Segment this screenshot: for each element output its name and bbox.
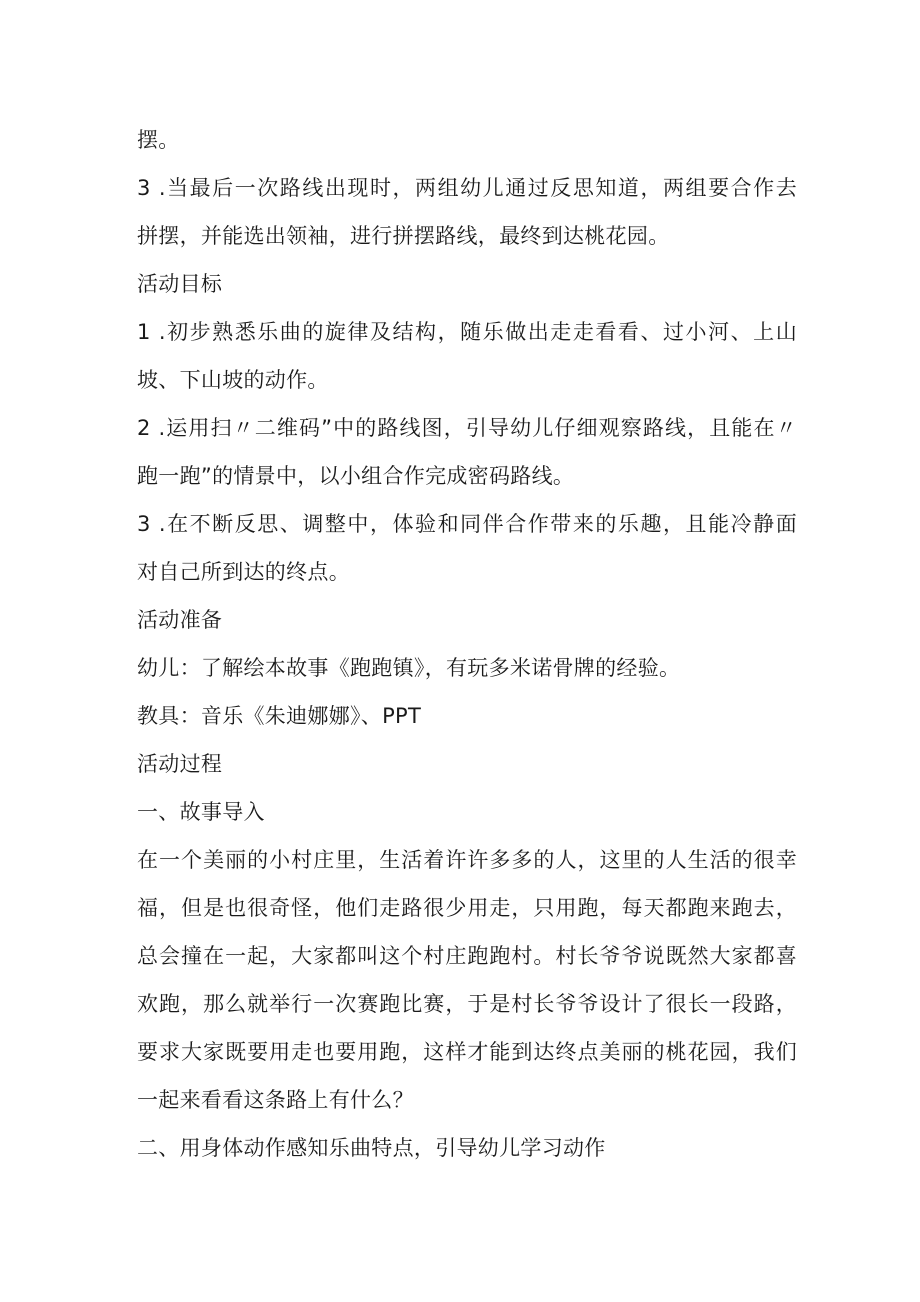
list-item-text: 3 .在不断反思、调整中，体验和同伴合作带来的乐趣，且能冷静面	[137, 512, 797, 536]
paragraph-line: 福，但是也很奇怪，他们走路很少用走，只用跑，每天都跑来跑去，	[137, 896, 797, 920]
paragraph-line: 一起来看看这条路上有什么？	[137, 1088, 414, 1112]
paragraph-line: 欢跑，那么就举行一次赛跑比赛，于是村长爷爷设计了很长一段路，	[137, 992, 797, 1016]
list-item-text: 1 .初步熟悉乐曲的旋律及结构，随乐做出走走看看、过小河、上山	[137, 320, 797, 344]
text-line: 摆。	[137, 128, 180, 152]
text-line: 对自己所到达的终点。	[137, 560, 350, 584]
section-heading: 活动过程	[137, 752, 223, 776]
list-item-text: 3 .当最后一次路线出现时，两组幼儿通过反思知道，两组要合作去	[137, 176, 797, 200]
text-line: 幼儿：了解绘本故事《跑跑镇》，有玩多米诺骨牌的经验。	[137, 656, 681, 680]
text-line: 拼摆，并能选出领袖，进行拼摆路线，最终到达桃花园。	[137, 224, 670, 248]
text-line: 跑一跑”的情景中，以小组合作完成密码路线。	[137, 464, 575, 488]
text-line: 坡、下山坡的动作。	[137, 368, 329, 392]
section-heading: 活动目标	[137, 272, 223, 296]
text-line: 教具：音乐《朱迪娜娜》、PPT	[137, 704, 422, 728]
section-heading: 活动准备	[137, 608, 223, 632]
subsection-heading: 一、故事导入	[137, 800, 265, 824]
paragraph-line: 要求大家既要用走也要用跑，这样才能到达终点美丽的桃花园，我们	[137, 1040, 797, 1064]
paragraph-line: 在一个美丽的小村庄里，生活着许许多多的人，这里的人生活的很幸	[137, 848, 797, 872]
paragraph-line: 总会撞在一起，大家都叫这个村庄跑跑村。村长爷爷说既然大家都喜	[137, 944, 797, 968]
subsection-heading: 二、用身体动作感知乐曲特点，引导幼儿学习动作	[137, 1136, 606, 1160]
list-item-text: 2 .运用扫〃二维码”中的路线图，引导幼儿仔细观察路线，且能在〃	[137, 416, 797, 440]
